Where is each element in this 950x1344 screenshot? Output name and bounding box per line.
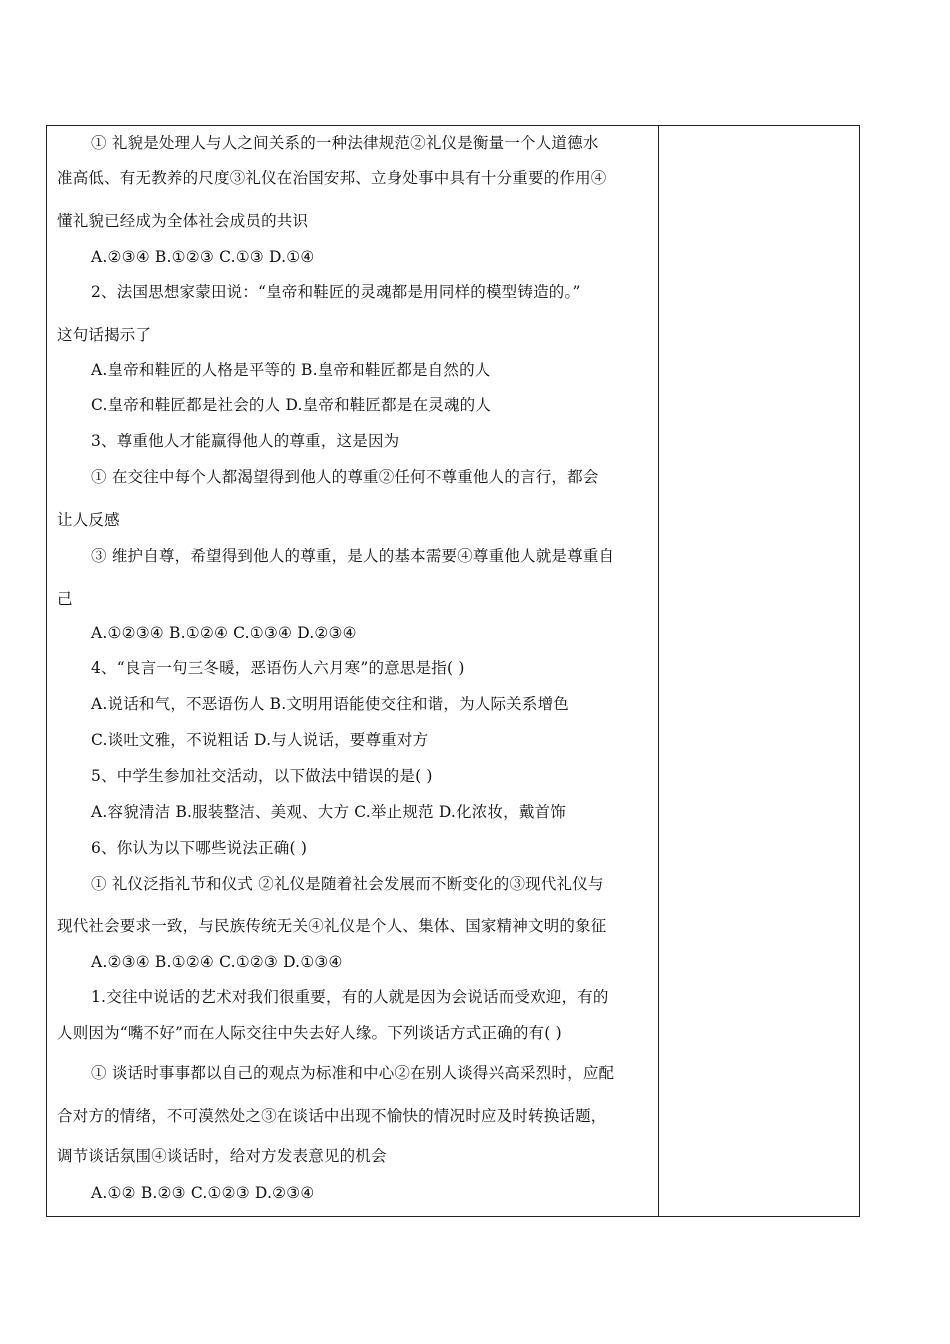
worksheet-table: [46, 125, 860, 1217]
text-line: A.①② B.②③ C.①②③ D.②③④: [91, 1184, 315, 1202]
text-line: ① 谈话时事事都以自己的观点为标准和中心②在别人谈得兴高采烈时，应配: [91, 1064, 615, 1082]
text-line: 准高低、有无教养的尺度③礼仪在治国安邦、立身处事中具有十分重要的作用④: [57, 169, 607, 187]
text-line: 调节谈话氛围④谈话时，给对方发表意见的机会: [57, 1147, 387, 1165]
text-line: 现代社会要求一致，与民族传统无关④礼仪是个人、集体、国家精神文明的象征: [57, 917, 607, 935]
text-line: A.皇帝和鞋匠的人格是平等的 B.皇帝和鞋匠都是自然的人: [91, 361, 491, 379]
text-line: ① 在交往中每个人都渴望得到他人的尊重②任何不尊重他人的言行，都会: [91, 468, 599, 486]
text-line: 合对方的情绪，不可漠然处之③在谈话中出现不愉快的情况时应及时转换话题，: [57, 1107, 607, 1125]
text-line: 6、你认为以下哪些说法正确( ): [91, 839, 308, 857]
text-line: 1.交往中说话的艺术对我们很重要，有的人就是因为会说话而受欢迎，有的: [91, 988, 609, 1006]
text-line: 己: [57, 590, 73, 608]
text-line: A.②③④ B.①②④ C.①②③ D.①③④: [91, 953, 343, 971]
text-line: 2、法国思想家蒙田说：“皇帝和鞋匠的灵魂都是用同样的模型铸造的。”: [91, 283, 581, 301]
text-line: C.皇帝和鞋匠都是社会的人 D.皇帝和鞋匠都是在灵魂的人: [91, 396, 492, 414]
question-content-cell: [47, 126, 658, 1216]
text-line: ③ 维护自尊，希望得到他人的尊重，是人的基本需要④尊重他人就是尊重自: [91, 547, 615, 565]
text-line: 4、“良言一句三冬暖，恶语伤人六月寒”的意思是指( ): [91, 659, 465, 677]
text-line: 5、中学生参加社交活动，以下做法中错误的是( ): [91, 767, 433, 785]
text-line: ① 礼仪泛指礼节和仪式 ②礼仪是随着社会发展而不断变化的③现代礼仪与: [91, 875, 604, 893]
text-line: 这句话揭示了: [57, 326, 152, 344]
text-line: ① 礼貌是处理人与人之间关系的一种法律规范②礼仪是衡量一个人道德水: [91, 134, 599, 152]
text-line: 让人反感: [57, 511, 120, 529]
text-line: C.谈吐文雅，不说粗话 D.与人说话，要尊重对方: [91, 731, 429, 749]
text-line: 懂礼貌已经成为全体社会成员的共识: [57, 212, 309, 230]
text-line: A.①②③④ B.①②④ C.①③④ D.②③④: [91, 624, 357, 642]
text-line: A.说话和气，不恶语伤人 B.文明用语能使交往和谐，为人际关系增色: [91, 695, 569, 713]
text-line: 人则因为“嘴不好”而在人际交往中失去好人缘。下列谈话方式正确的有( ): [57, 1024, 562, 1042]
text-line: 3、尊重他人才能赢得他人的尊重，这是因为: [91, 432, 400, 450]
text-line: A.容貌清洁 B.服装整洁、美观、大方 C.举止规范 D.化浓妆，戴首饰: [91, 803, 566, 821]
text-line: A.②③④ B.①②③ C.①③ D.①④: [91, 248, 315, 266]
notes-column-cell: [659, 126, 859, 1216]
